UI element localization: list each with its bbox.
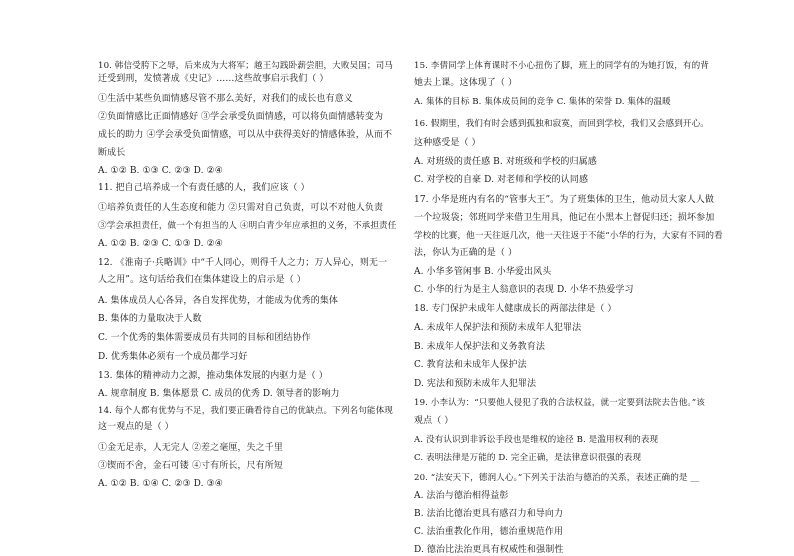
right-question-line: 学校的比赛，他一天往返几次，他一天往返于不能“小华的行为，大家有不同的看 — [414, 231, 723, 241]
left-question-line: B. 集体的力量取决于人数 — [98, 314, 202, 324]
right-question-line: 观点（ ） — [414, 416, 454, 426]
right-question-line: A. 集体的目标 B. 集体成员间的竞争 C. 集体的荣誉 D. 集体的温暖 — [414, 97, 671, 107]
right-question-line: D. 德治比法治更具有权威性和强制性 — [414, 545, 564, 555]
left-question-line: A. ①② B. ②③ C. ①③ D. ②④ — [98, 239, 223, 249]
right-question-line: A. 没有认识到非诉讼手段也是维权的途径 B. 是滥用权利的表现 — [414, 435, 659, 445]
right-question-line: 她去上课。这体现了（ ） — [414, 78, 518, 88]
left-question-line: A. 集体成员人心各异，各自发挥优势，才能成为优秀的集体 — [98, 296, 339, 306]
right-question-line: A. 对班级的责任感 B. 对班级和学校的归属感 — [414, 157, 597, 167]
left-question-line: 成长的助力 ④学会承受负面情感，可以从中获得美好的情感体验，从而不 — [98, 130, 393, 140]
right-question-line: 19. 小李认为：“只要他人侵犯了我的合法权益，就一定要到法院去告他。”该 — [414, 398, 705, 408]
left-question-line: 断成长 — [98, 148, 126, 158]
left-question-line: D. 优秀集体必须有一个成员都学习好 — [98, 352, 248, 362]
right-question-line: 法，你认为正确的是（ ） — [414, 248, 518, 258]
right-question-line: 18. 专门保护未成年人健康成长的两部法律是（ ） — [414, 304, 617, 314]
left-question-line: 14. 每个人都有优势与不足，我们要正确看待自己的优缺点。下列名句能体现 — [98, 406, 393, 416]
left-question-line: 11. 把自己培养成一个有责任感的人，我们应该（ ） — [98, 183, 310, 193]
left-question-line: C. 一个优秀的集体需要成员有共同的目标和团结协作 — [98, 333, 311, 343]
left-question-line: 12. 《淮南子·兵略训》中“千人同心，则得千人之力；万人异心，则无一 — [98, 258, 388, 268]
right-question-line: B. 法治比德治更具有感召力和导向力 — [414, 509, 564, 519]
right-question-line: C. 表明法律是万能的 D. 完全正确，是法律意识很强的表现 — [414, 453, 642, 463]
left-question-line: 10. 韩信受胯下之辱，后来成为大将军；越王勾践卧薪尝胆，大败吴国；司马 — [98, 61, 393, 71]
left-question-line: 这一观点的是（ ） — [98, 422, 174, 432]
left-question-line: ③学会承担责任，做一个有担当的人 ④明白青少年应承担的义务，不承担责任 — [98, 221, 397, 231]
left-question-line: 人之用”。这句话给我们在集体建设上的启示是（ ） — [98, 275, 306, 285]
left-question-line: ①生活中某些负面情感尽管不那么美好，对我们的成长也有意义 — [98, 94, 353, 104]
left-question-line: A. ①② B. ①③ C. ②③ D. ②④ — [98, 166, 223, 176]
left-question-line: ①金无足赤，人无完人 ②差之毫厘，失之千里 — [98, 443, 283, 453]
right-question-line: 这种感受是（ ） — [414, 138, 481, 148]
right-question-line: A. 法治与德治相得益彰 — [414, 491, 509, 501]
left-question-line: A. 规章制度 B. 集体愿景 C. 成员的优秀 D. 领导者的影响力 — [98, 389, 340, 399]
right-question-line: C. 教育法和未成年人保护法 — [414, 360, 527, 370]
right-question-line: C. 小华的行为是主人翁意识的表现 D. 小华不热爱学习 — [414, 285, 634, 295]
left-question-line: ①培养负责任的人生态度和能力 ②只需对自己负责，可以不对他人负责 — [98, 203, 384, 213]
right-question-line: 20. “法安天下，德润人心。”下列关于法治与德治的关系，表述正确的是 __ — [414, 473, 700, 483]
right-question-line: D. 宪法和预防未成年人犯罪法 — [414, 379, 537, 389]
right-question-line: C. 对学校的自豪 D. 对老师和学校的认同感 — [414, 175, 589, 185]
left-question-line: ③锲而不舍，金石可镂 ④寸有所长，尺有所短 — [98, 461, 283, 471]
left-question-line: 迁受到刑，发愤著成《史记》……这些故事启示我们（ ） — [98, 74, 329, 84]
right-question-line: 17. 小华是班内有名的“管事大王”。为了班集体的卫生，他动员大家人人做 — [414, 195, 714, 205]
right-question-line: A. 小华多管闲事 B. 小华爱出风头 — [414, 267, 552, 277]
right-question-line: 16. 假期里，我们有时会感到孤独和寂寞，而回到学校，我们又会感到开心。 — [414, 119, 709, 129]
left-question-line: ②负面情感比正面情感好 ③学会承受负面情感，可以将负面情感转变为 — [98, 112, 384, 122]
right-question-line: C. 法治重教化作用，德治重规范作用 — [414, 527, 564, 537]
left-question-line: A. ①② B. ①④ C. ②③ D. ③④ — [98, 479, 223, 489]
right-question-line: 一个垃圾袋；邻班同学来借卫生用具，他记在小黑本上督促归还；损坏参加 — [414, 213, 715, 223]
right-question-line: B. 未成年人保护法和义务教育法 — [414, 342, 545, 352]
right-question-line: A. 未成年人保护法和预防未成年人犯罪法 — [414, 323, 582, 333]
right-question-line: 15. 李倩同学上体育课时不小心扭伤了脚，班上的同学有的为她打饭，有的背 — [414, 61, 709, 71]
left-question-line: 13. 集体的精神动力之源，推动集体发展的内驱力是（ ） — [98, 371, 328, 381]
